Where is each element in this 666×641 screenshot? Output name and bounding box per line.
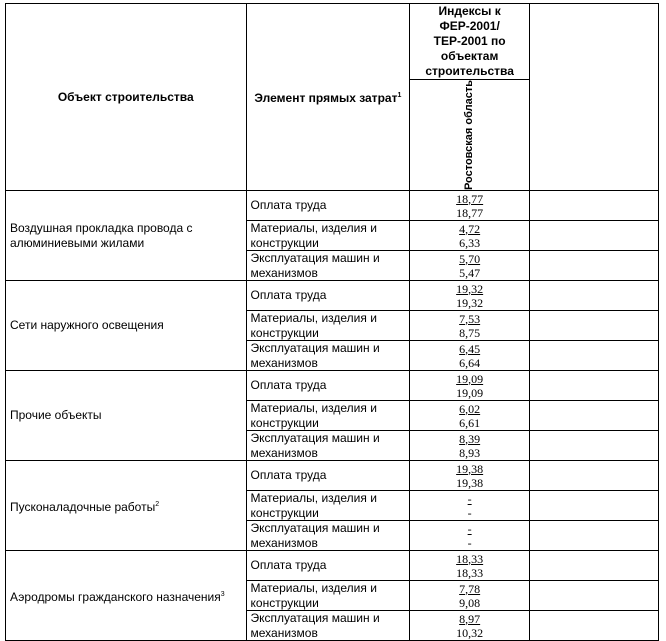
index-value-cell <box>410 341 530 371</box>
index-value-bottom: 19,09 <box>456 385 484 400</box>
index-value-cell <box>410 581 530 611</box>
index-value-top: 18,77 <box>456 191 484 206</box>
index-value-top: 19,32 <box>456 281 484 296</box>
empty-cell <box>530 581 659 611</box>
cost-element-cell: Оплата труда <box>246 281 410 311</box>
cost-element-cell: Оплата труда <box>246 461 410 491</box>
index-value-bottom: 8,75 <box>459 325 481 340</box>
table-row <box>6 371 659 401</box>
cost-element-cell: Материалы, изделия и конструкции <box>246 221 410 251</box>
header-indices <box>410 4 530 80</box>
cost-element-cell: Материалы, изделия и конструкции <box>246 581 410 611</box>
cost-element-cell: Эксплуатация машин и механизмов <box>246 431 410 461</box>
index-value-top: 6,02 <box>459 401 481 416</box>
index-value-cell <box>410 551 530 581</box>
object-name: Сети наружного освещения <box>10 318 164 333</box>
header-element-label: Элемент прямых затрат <box>254 91 398 106</box>
empty-cell <box>530 341 659 371</box>
header-object <box>6 4 247 191</box>
index-value-top: - <box>467 491 472 506</box>
index-value-top: 8,39 <box>459 431 481 446</box>
cost-element-cell: Оплата труда <box>246 551 410 581</box>
object-name: Прочие объекты <box>10 408 102 423</box>
footnote-ref: 3 <box>220 590 225 598</box>
index-value-bottom: 5,47 <box>459 265 481 280</box>
index-value-cell <box>410 311 530 341</box>
object-name-cell <box>6 551 247 641</box>
object-name-cell <box>6 281 247 371</box>
table-row <box>6 551 659 581</box>
index-value-top: 18,33 <box>456 551 484 566</box>
index-value-cell <box>410 251 530 281</box>
cost-element-cell: Эксплуатация машин и механизмов <box>246 251 410 281</box>
object-name-cell <box>6 191 247 281</box>
index-value-cell <box>410 521 530 551</box>
empty-cell <box>530 521 659 551</box>
index-value-cell <box>410 371 530 401</box>
empty-cell <box>530 491 659 521</box>
index-value-cell <box>410 281 530 311</box>
index-value-bottom: 9,08 <box>459 595 481 610</box>
index-value-top: 4,72 <box>459 221 481 236</box>
cost-element-cell: Материалы, изделия и конструкции <box>246 491 410 521</box>
object-name: Пусконаладочные работы <box>10 499 156 514</box>
empty-cell <box>530 401 659 431</box>
empty-cell <box>530 461 659 491</box>
index-value-top: 7,53 <box>459 311 481 326</box>
index-value-bottom: 8,93 <box>459 445 481 460</box>
index-value-cell <box>410 431 530 461</box>
index-value-top: 19,38 <box>456 461 484 476</box>
header-region <box>410 80 530 191</box>
header-object-label: Объект строительства <box>57 89 194 104</box>
object-name: Воздушная прокладка провода с алюминиевыми жилами <box>10 220 193 250</box>
index-value-top: 8,97 <box>459 611 481 626</box>
cost-element-cell: Материалы, изделия и конструкции <box>246 401 410 431</box>
empty-cell <box>530 281 659 311</box>
empty-cell <box>530 431 659 461</box>
empty-cell <box>530 371 659 401</box>
empty-cell <box>530 311 659 341</box>
index-value-top: 6,45 <box>459 341 481 356</box>
table-row <box>6 281 659 311</box>
table-row <box>6 191 659 221</box>
index-value-top: 5,70 <box>459 251 481 266</box>
footnote-ref: 2 <box>155 500 160 508</box>
header-region-label: Ростовская область <box>463 80 476 191</box>
footnote-ref-1: 1 <box>397 92 402 100</box>
index-value-cell <box>410 401 530 431</box>
object-name-cell <box>6 371 247 461</box>
index-value-bottom: 18,77 <box>456 205 484 220</box>
index-value-cell <box>410 491 530 521</box>
object-name: Аэродромы гражданского назначения <box>10 589 221 604</box>
empty-cell <box>530 221 659 251</box>
index-value-bottom: 10,32 <box>456 625 484 640</box>
table-body <box>6 191 659 641</box>
index-value-cell <box>410 191 530 221</box>
cost-element-cell: Эксплуатация машин и механизмов <box>246 611 410 641</box>
object-name-cell <box>6 461 247 551</box>
index-value-bottom: 6,61 <box>459 415 481 430</box>
header-empty-cell <box>530 4 659 191</box>
index-value-top: - <box>467 521 472 536</box>
index-value-bottom: 19,38 <box>456 475 484 490</box>
cost-element-cell: Эксплуатация машин и механизмов <box>246 341 410 371</box>
index-value-bottom: 18,33 <box>456 565 484 580</box>
header-element <box>246 4 410 191</box>
index-value-bottom: - <box>467 505 472 520</box>
index-value-bottom: 6,33 <box>459 235 481 250</box>
index-value-bottom: - <box>467 535 472 550</box>
empty-cell <box>530 251 659 281</box>
index-value-top: 19,09 <box>456 371 484 386</box>
empty-cell <box>530 551 659 581</box>
table-header <box>6 4 659 191</box>
header-indices-label: Индексы к ФЕР-2001/ТЕР-2001 по объектам строительства <box>425 4 514 78</box>
cost-element-cell: Оплата труда <box>246 191 410 221</box>
cost-element-cell: Материалы, изделия и конструкции <box>246 311 410 341</box>
empty-cell <box>530 611 659 641</box>
table-row <box>6 461 659 491</box>
index-value-cell <box>410 221 530 251</box>
cost-element-cell: Оплата труда <box>246 371 410 401</box>
index-value-cell <box>410 611 530 641</box>
index-table <box>5 3 659 641</box>
index-value-cell <box>410 461 530 491</box>
index-value-top: 7,78 <box>459 581 481 596</box>
cost-element-cell: Эксплуатация машин и механизмов <box>246 521 410 551</box>
index-value-bottom: 19,32 <box>456 295 484 310</box>
empty-cell <box>530 191 659 221</box>
index-value-bottom: 6,64 <box>459 355 481 370</box>
